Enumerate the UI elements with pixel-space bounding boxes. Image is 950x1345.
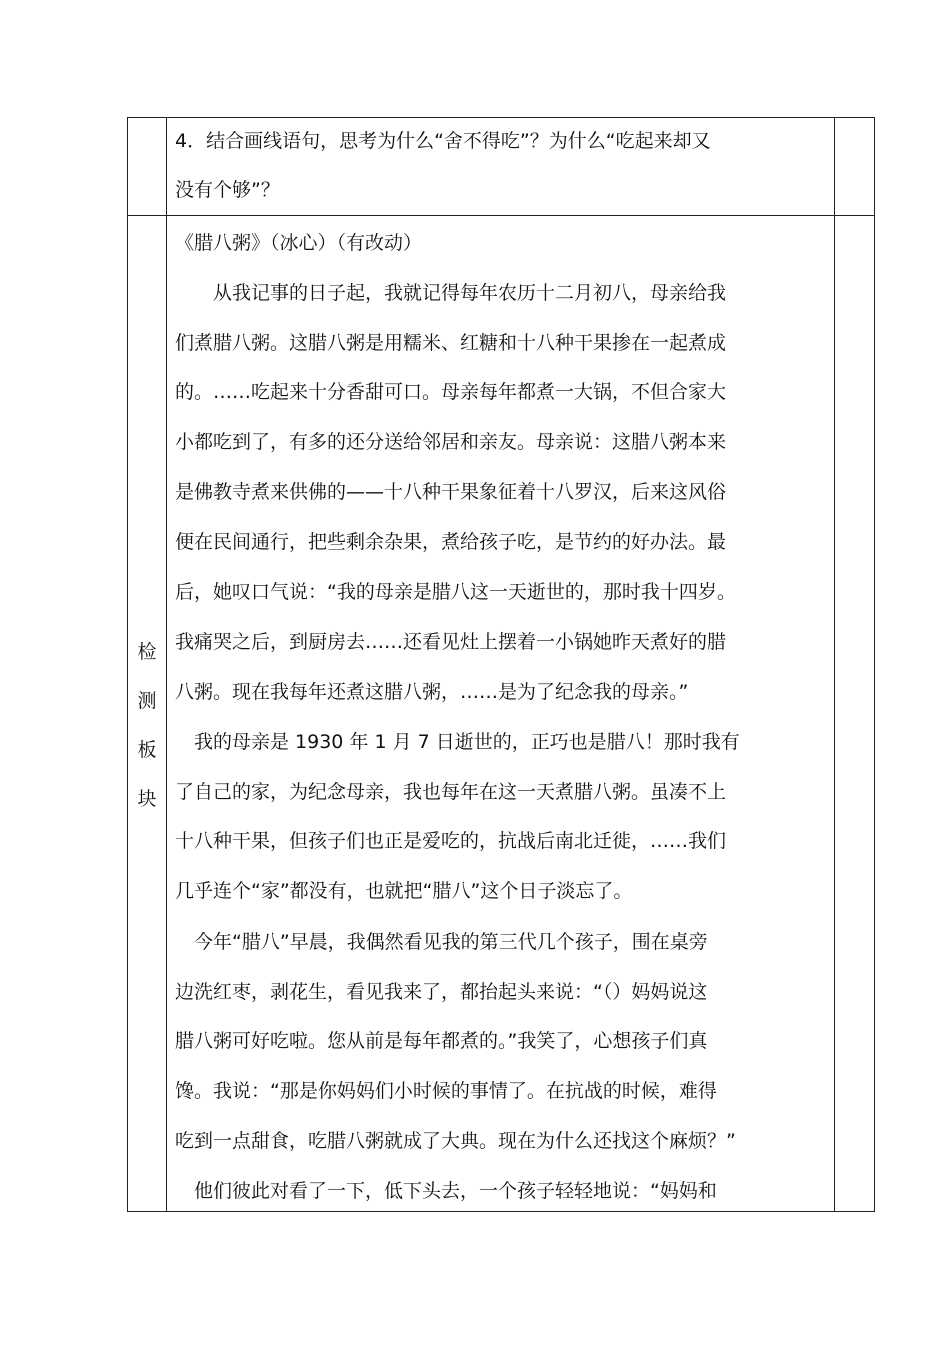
- passage-line: 馋。我说：“那是你妈妈们小时候的事情了。在抗战的时候，难得: [175, 1080, 717, 1102]
- passage-line: 吃到一点甜食，吃腊八粥就成了大典。现在为什么还找这个麻烦？”: [175, 1130, 736, 1152]
- section-label-char: 块: [137, 788, 157, 810]
- passage-line: 腊八粥可好吃啦。您从前是每年都煮的。”我笑了，心想孩子们真: [175, 1030, 708, 1052]
- passage-line: 八粥。现在我每年还煮这腊八粥，……是为了纪念我的母亲。”: [175, 681, 689, 703]
- section-label-char: 板: [137, 739, 157, 761]
- question-line: 没有个够”？: [175, 179, 280, 201]
- passage-line: 十八种干果，但孩子们也正是爱吃的，抗战后南北迁徙，……我们: [175, 830, 727, 852]
- question-line: 4．结合画线语句，思考为什么“舍不得吃”？为什么“吃起来却又: [175, 130, 711, 152]
- passage-line: 便在民间通行，把些剩余杂果，煮给孩子吃，是节约的好办法。最: [175, 531, 727, 553]
- table-row-divider: [128, 215, 874, 216]
- passage-line: 从我记事的日子起，我就记得每年农历十二月初八，母亲给我: [175, 282, 727, 304]
- passage-line: 是佛教寺煮来供佛的——十八种干果象征着十八罗汉，后来这风俗: [175, 481, 727, 503]
- table-left-divider: [166, 118, 167, 1211]
- passage-line: 小都吃到了，有多的还分送给邻居和亲友。母亲说：这腊八粥本来: [175, 431, 727, 453]
- passage-line: 我的母亲是 1930 年 1 月 7 日逝世的，正巧也是腊八！那时我有: [175, 731, 740, 753]
- passage-line: 后，她叹口气说：“我的母亲是腊八这一天逝世的，那时我十四岁。: [175, 581, 736, 603]
- table-right-divider: [834, 118, 835, 1211]
- passage-line: 几乎连个“家”都没有，也就把“腊八”这个日子淡忘了。: [175, 880, 633, 902]
- section-label-char: 测: [137, 690, 157, 712]
- section-label-char: 检: [137, 641, 157, 663]
- passage-line: 了自己的家，为纪念母亲，我也每年在这一天煮腊八粥。虽凑不上: [175, 781, 727, 803]
- passage-line: 今年“腊八”早晨，我偶然看见我的第三代几个孩子，围在桌旁: [175, 931, 708, 953]
- passage-line: 他们彼此对看了一下，低下头去，一个孩子轻轻地说：“妈妈和: [175, 1180, 717, 1202]
- passage-line: 我痛哭之后，到厨房去……还看见灶上摆着一小锅她昨天煮好的腊: [175, 631, 727, 653]
- passage-line: 边洗红枣，剥花生，看见我来了，都抬起头来说：“（）妈妈说这: [175, 981, 708, 1003]
- document-table: [127, 117, 875, 1212]
- passage-line: 们煮腊八粥。这腊八粥是用糯米、红糖和十八种干果掺在一起煮成: [175, 332, 727, 354]
- passage-title: 《腊八粥》（冰心）（有改动）: [175, 232, 423, 254]
- passage-line: 的。……吃起来十分香甜可口。母亲每年都煮一大锅，不但合家大: [175, 381, 727, 403]
- section-label: [128, 628, 166, 824]
